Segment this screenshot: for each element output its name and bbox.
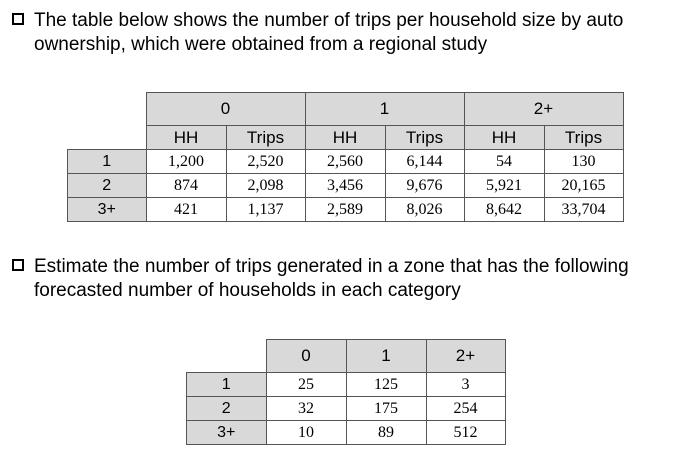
table1-cell: 874 [146, 174, 226, 198]
table1-cell: 2,520 [226, 150, 305, 174]
table1-cell: 1,200 [146, 150, 226, 174]
table2-row-label: 1 [187, 373, 267, 397]
table-row [187, 397, 506, 421]
table1-cell: 33,704 [544, 198, 623, 222]
table1-cell: 1,137 [226, 198, 305, 222]
table1-subheader: Trips [226, 126, 305, 150]
table1-subheader: Trips [385, 126, 464, 150]
checkbox-bullet-icon [12, 13, 24, 25]
table2-cell: 175 [346, 397, 426, 421]
table1-cell: 5,921 [464, 174, 544, 198]
table2-cell: 512 [426, 421, 505, 445]
table2-cell: 254 [426, 397, 505, 421]
table-row [68, 174, 624, 198]
table1-cell: 2,589 [305, 198, 385, 222]
table1-group-header: 2+ [464, 93, 623, 126]
table1-cell: 8,026 [385, 198, 464, 222]
table1-cell: 54 [464, 150, 544, 174]
table-row [187, 373, 506, 397]
table1-subheader: HH [146, 126, 226, 150]
table-row [68, 198, 624, 222]
table1-subheader: HH [305, 126, 385, 150]
table-row [187, 421, 506, 445]
table2-cell: 89 [346, 421, 426, 445]
forecast-households-table [186, 339, 506, 445]
checkbox-bullet-icon [12, 259, 24, 271]
intro-text: The table below shows the number of trips per household size by auto ownership, which were obtained from a regional study [34, 10, 624, 55]
table2-cell: 32 [266, 397, 346, 421]
intro-bullet [12, 9, 694, 57]
table1-group-header: 0 [146, 93, 305, 126]
question-text: Estimate the number of trips generated in a zone that has the following forecasted number of households in each category [34, 256, 629, 301]
table1-subheader: Trips [544, 126, 623, 150]
table-row [68, 150, 624, 174]
table1-row-label: 3+ [68, 198, 147, 222]
table1-subheader: HH [464, 126, 544, 150]
table1-corner [68, 126, 147, 150]
table1-cell: 130 [544, 150, 623, 174]
table2-corner [187, 340, 267, 373]
table1-corner [68, 93, 147, 126]
table1-group-header: 1 [305, 93, 464, 126]
table2-row-label: 2 [187, 397, 267, 421]
table1-cell: 8,642 [464, 198, 544, 222]
table1-cell: 20,165 [544, 174, 623, 198]
table2-header: 0 [266, 340, 346, 373]
trips-by-household-table [67, 92, 624, 222]
table1-cell: 6,144 [385, 150, 464, 174]
table2-cell: 10 [266, 421, 346, 445]
table1-cell: 2,560 [305, 150, 385, 174]
question-bullet [12, 255, 694, 303]
table1-row-label: 2 [68, 174, 147, 198]
table2-row-label: 3+ [187, 421, 267, 445]
table1-cell: 3,456 [305, 174, 385, 198]
table1-row-label: 1 [68, 150, 147, 174]
table1-cell: 2,098 [226, 174, 305, 198]
table2-cell: 125 [346, 373, 426, 397]
table1-cell: 421 [146, 198, 226, 222]
table1-cell: 9,676 [385, 174, 464, 198]
table2-cell: 25 [266, 373, 346, 397]
table2-header: 2+ [426, 340, 505, 373]
table2-cell: 3 [426, 373, 505, 397]
table2-header: 1 [346, 340, 426, 373]
